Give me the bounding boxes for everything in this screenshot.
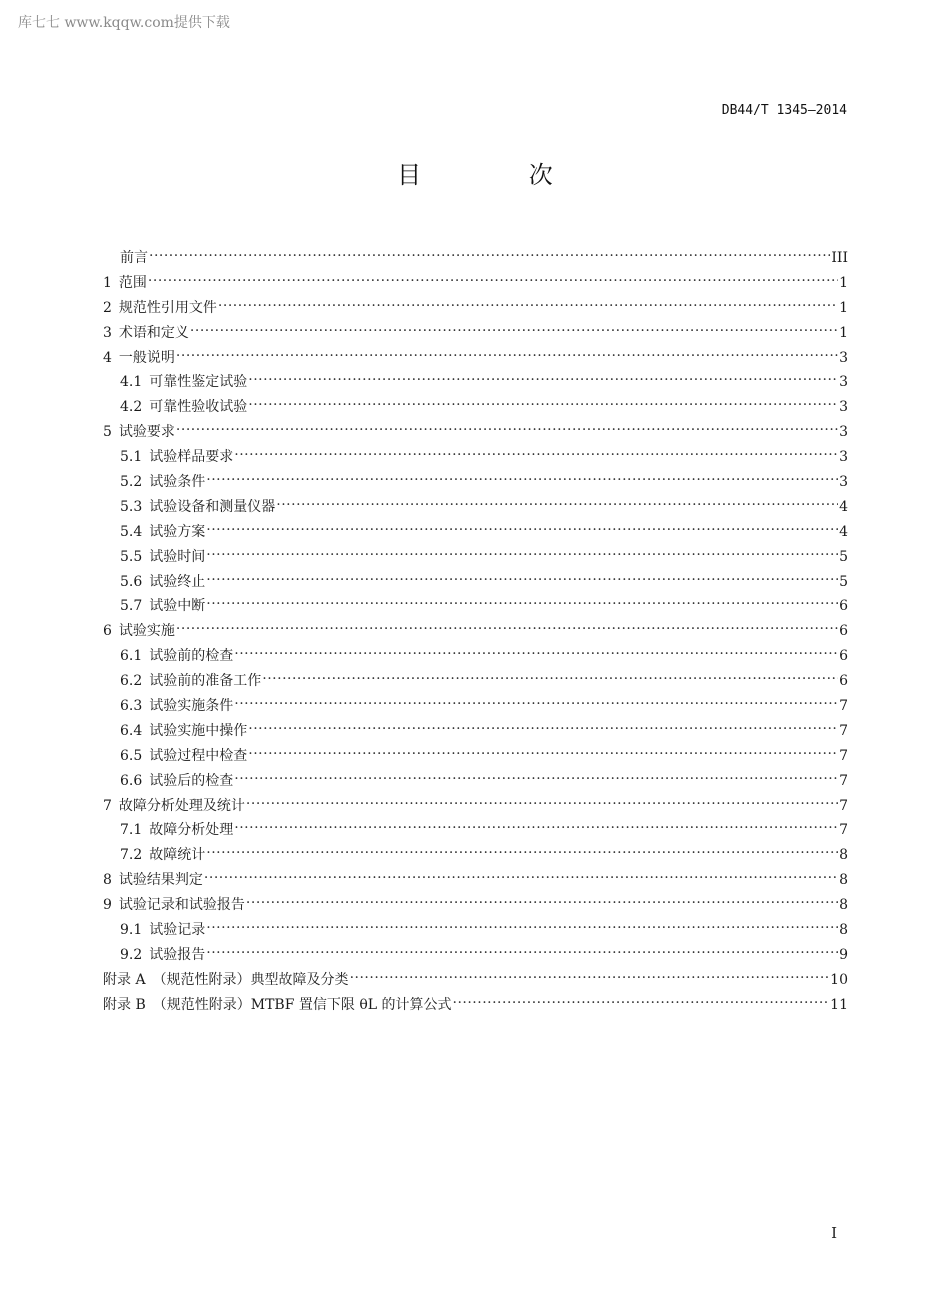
dot-leader bbox=[176, 348, 838, 362]
toc-entry[interactable] bbox=[103, 370, 848, 395]
toc-entry-page: 6 bbox=[839, 623, 848, 640]
dot-leader bbox=[453, 995, 830, 1009]
toc-entry[interactable] bbox=[103, 769, 848, 794]
dot-leader bbox=[149, 248, 830, 262]
toc-entry-page: 7 bbox=[839, 722, 848, 739]
toc-entry-page: 4 bbox=[839, 498, 848, 515]
toc-entry[interactable] bbox=[103, 619, 848, 644]
toc-entry-number: 6 bbox=[103, 623, 112, 640]
toc-entry-page: 7 bbox=[839, 747, 848, 764]
toc-entry[interactable] bbox=[103, 644, 848, 669]
toc-entry[interactable] bbox=[103, 669, 848, 694]
toc-entry-number: 5.1 bbox=[120, 449, 143, 466]
toc-entry-page: 3 bbox=[839, 424, 848, 441]
toc-entry-number: 7.2 bbox=[120, 847, 143, 864]
dot-leader bbox=[276, 497, 838, 511]
toc-entry[interactable] bbox=[103, 570, 848, 595]
toc-entry-title: 试验结果判定 bbox=[118, 872, 203, 889]
toc-entry-title: 试验过程中检查 bbox=[149, 747, 248, 764]
dot-leader bbox=[248, 721, 838, 735]
toc-entry-number: 6.6 bbox=[120, 772, 143, 789]
toc-entry[interactable] bbox=[103, 470, 848, 495]
toc-entry-title: 试验方案 bbox=[149, 523, 206, 540]
toc-entry-number: 9.1 bbox=[120, 922, 143, 939]
toc-entry-page: 5 bbox=[839, 573, 848, 590]
toc-entry-page: 3 bbox=[839, 449, 848, 466]
toc-entry[interactable] bbox=[103, 520, 848, 545]
toc-entry-page: 1 bbox=[839, 274, 848, 291]
toc-entry[interactable] bbox=[103, 420, 848, 445]
toc-entry[interactable] bbox=[103, 794, 848, 819]
toc-entry-title: 试验报告 bbox=[149, 946, 206, 963]
dot-leader bbox=[206, 522, 838, 536]
table-of-contents bbox=[103, 246, 848, 1018]
dot-leader bbox=[206, 845, 838, 859]
dot-leader bbox=[190, 323, 838, 337]
toc-entry-page: 10 bbox=[830, 971, 848, 988]
toc-entry-title: 可靠性鉴定试验 bbox=[149, 374, 248, 391]
toc-entry-page: 3 bbox=[839, 474, 848, 491]
toc-entry-title: 试验中断 bbox=[149, 598, 206, 615]
toc-entry-number: 1 bbox=[103, 274, 112, 291]
toc-entry-title: 试验记录 bbox=[149, 922, 206, 939]
toc-entry[interactable] bbox=[103, 395, 848, 420]
toc-entry-title: （规范性附录）典型故障及分类 bbox=[152, 971, 349, 988]
toc-entry-title: 故障分析处理及统计 bbox=[118, 797, 245, 814]
toc-entry-number: 8 bbox=[103, 872, 112, 889]
toc-entry-number: 附录 A bbox=[103, 971, 146, 988]
toc-entry[interactable] bbox=[103, 694, 848, 719]
toc-entry-number: 5 bbox=[103, 424, 112, 441]
dot-leader bbox=[218, 298, 838, 312]
toc-entry-title: 可靠性验收试验 bbox=[149, 399, 248, 416]
toc-entry-title: 试验终止 bbox=[149, 573, 206, 590]
toc-entry-title: 故障分析处理 bbox=[149, 822, 234, 839]
toc-entry-page: 3 bbox=[839, 374, 848, 391]
toc-entry-title: 试验要求 bbox=[118, 424, 175, 441]
dot-leader bbox=[206, 596, 838, 610]
toc-entry[interactable] bbox=[103, 993, 848, 1018]
dot-leader bbox=[234, 820, 838, 834]
toc-entry-number: 7 bbox=[103, 797, 112, 814]
toc-entry-page: 6 bbox=[839, 673, 848, 690]
toc-entry-title: 规范性引用文件 bbox=[118, 299, 217, 316]
dot-leader bbox=[234, 646, 838, 660]
toc-entry-number: 5.2 bbox=[120, 474, 143, 491]
toc-entry[interactable] bbox=[103, 818, 848, 843]
toc-entry-number: 5.6 bbox=[120, 573, 143, 590]
dot-leader bbox=[248, 397, 838, 411]
dot-leader bbox=[248, 746, 838, 760]
toc-entry-number: 5.5 bbox=[120, 548, 143, 565]
toc-entry-page: 7 bbox=[839, 797, 848, 814]
dot-leader bbox=[234, 447, 838, 461]
toc-entry-number: 9.2 bbox=[120, 946, 143, 963]
toc-entry-number: 6.1 bbox=[120, 648, 143, 665]
toc-entry[interactable] bbox=[103, 296, 848, 321]
toc-entry-page: 4 bbox=[839, 523, 848, 540]
toc-entry-number: 6.3 bbox=[120, 698, 143, 715]
toc-entry-title: （规范性附录）MTBF 置信下限 θL 的计算公式 bbox=[152, 996, 452, 1013]
toc-entry-page: 8 bbox=[839, 872, 848, 889]
dot-leader bbox=[148, 273, 838, 287]
toc-entry-page: 5 bbox=[839, 548, 848, 565]
toc-entry-page: 8 bbox=[839, 922, 848, 939]
toc-entry-page: 3 bbox=[839, 399, 848, 416]
toc-entry-title: 试验记录和试验报告 bbox=[118, 897, 245, 914]
page-title: 目 次 bbox=[397, 161, 603, 189]
toc-entry-number: 6.4 bbox=[120, 722, 143, 739]
toc-entry-page: 9 bbox=[839, 946, 848, 963]
toc-entry[interactable] bbox=[103, 968, 848, 993]
toc-entry-page: 7 bbox=[839, 822, 848, 839]
dot-leader bbox=[206, 572, 838, 586]
toc-entry-title: 试验设备和测量仪器 bbox=[149, 498, 276, 515]
dot-leader bbox=[234, 771, 838, 785]
toc-entry[interactable] bbox=[103, 719, 848, 744]
toc-entry-number: 3 bbox=[103, 324, 112, 341]
toc-entry-title: 试验实施条件 bbox=[149, 698, 234, 715]
toc-entry-page: 1 bbox=[839, 299, 848, 316]
toc-entry-title: 试验实施 bbox=[118, 623, 175, 640]
dot-leader bbox=[206, 945, 838, 959]
toc-entry-number: 5.4 bbox=[120, 523, 143, 540]
toc-entry[interactable] bbox=[103, 346, 848, 371]
dot-leader bbox=[262, 671, 838, 685]
toc-entry-number: 5.3 bbox=[120, 498, 143, 515]
toc-entry[interactable] bbox=[103, 918, 848, 943]
toc-entry-title: 范围 bbox=[118, 274, 147, 291]
toc-entry-title: 试验前的检查 bbox=[149, 648, 234, 665]
toc-entry-title: 试验实施中操作 bbox=[149, 722, 248, 739]
document-code: DB44/T 1345—2014 bbox=[721, 103, 847, 118]
dot-leader bbox=[176, 422, 838, 436]
toc-entry[interactable] bbox=[103, 445, 848, 470]
dot-leader bbox=[246, 796, 838, 810]
toc-entry-number: 4.1 bbox=[120, 374, 143, 391]
toc-entry-title: 试验时间 bbox=[149, 548, 206, 565]
dot-leader bbox=[206, 920, 838, 934]
toc-entry-number: 4 bbox=[103, 349, 112, 366]
toc-entry-title: 试验条件 bbox=[149, 474, 206, 491]
toc-entry[interactable] bbox=[103, 321, 848, 346]
toc-entry-page: 3 bbox=[839, 349, 848, 366]
toc-entry-number: 9 bbox=[103, 897, 112, 914]
toc-entry-number: 附录 B bbox=[103, 996, 146, 1013]
dot-leader bbox=[176, 621, 838, 635]
dot-leader bbox=[204, 870, 838, 884]
toc-entry[interactable] bbox=[103, 893, 848, 918]
toc-entry-page: 8 bbox=[839, 897, 848, 914]
dot-leader bbox=[246, 895, 838, 909]
toc-entry-number: 7.1 bbox=[120, 822, 143, 839]
toc-entry-title: 术语和定义 bbox=[118, 324, 189, 341]
toc-entry-page: 1 bbox=[839, 324, 848, 341]
toc-entry[interactable] bbox=[103, 271, 848, 296]
toc-entry[interactable] bbox=[103, 868, 848, 893]
toc-entry-page: 6 bbox=[839, 598, 848, 615]
toc-entry[interactable] bbox=[103, 744, 848, 769]
toc-entry-title: 前言 bbox=[120, 250, 148, 266]
page-number: I bbox=[831, 1224, 837, 1242]
toc-entry-number: 2 bbox=[103, 299, 112, 316]
toc-entry[interactable] bbox=[103, 594, 848, 619]
dot-leader bbox=[234, 696, 838, 710]
dot-leader bbox=[248, 372, 838, 386]
toc-entry-title: 一般说明 bbox=[118, 349, 175, 366]
dot-leader bbox=[350, 970, 830, 984]
toc-entry[interactable] bbox=[103, 843, 848, 868]
toc-entry-title: 故障统计 bbox=[149, 847, 206, 864]
toc-entry[interactable] bbox=[103, 943, 848, 968]
watermark-text: 库七七 www.kqqw.com提供下载 bbox=[18, 15, 230, 31]
toc-entry-number: 6.5 bbox=[120, 747, 143, 764]
toc-entry[interactable] bbox=[103, 246, 848, 271]
toc-entry[interactable] bbox=[103, 495, 848, 520]
toc-entry-page: 7 bbox=[839, 772, 848, 789]
toc-entry-page: 6 bbox=[839, 648, 848, 665]
toc-entry-number: 4.2 bbox=[120, 399, 143, 416]
toc-entry-title: 试验前的准备工作 bbox=[149, 673, 262, 690]
toc-entry-number: 5.7 bbox=[120, 598, 143, 615]
toc-entry[interactable] bbox=[103, 545, 848, 570]
toc-entry-number: 6.2 bbox=[120, 673, 143, 690]
toc-entry-page: 8 bbox=[839, 847, 848, 864]
toc-entry-title: 试验样品要求 bbox=[149, 449, 234, 466]
toc-entry-page: 11 bbox=[830, 996, 848, 1013]
dot-leader bbox=[206, 472, 838, 486]
toc-entry-page: III bbox=[831, 250, 848, 266]
dot-leader bbox=[206, 547, 838, 561]
toc-entry-title: 试验后的检查 bbox=[149, 772, 234, 789]
toc-entry-page: 7 bbox=[839, 698, 848, 715]
